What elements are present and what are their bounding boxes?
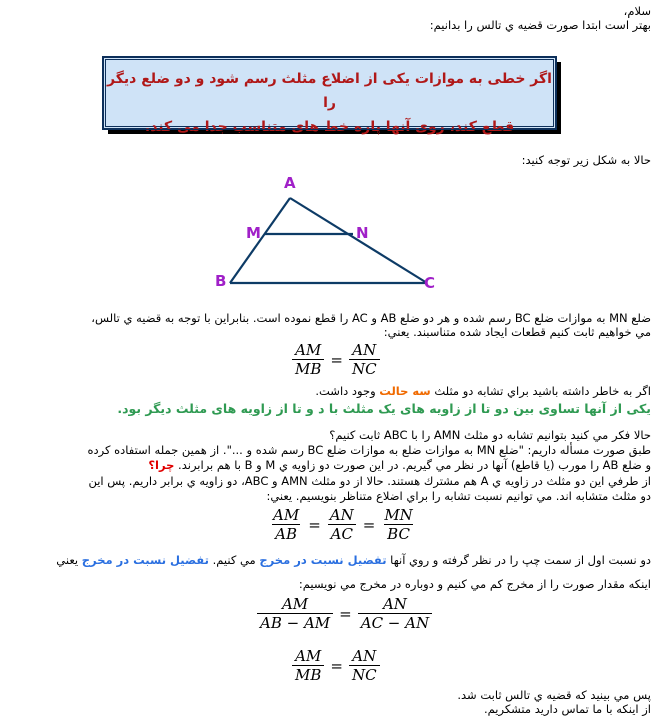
para3-line4: از طرفي اين دو مثلث در زاويه ي A هم مشترك هستند. حالا از دو مثلث AMN و ABC، دو زاويه ي برابر داريم. پس اين bbox=[88, 474, 651, 488]
vertex-label-M: M bbox=[246, 224, 261, 242]
fraction-an-nc bbox=[349, 342, 380, 378]
intro-text: بهتر است ابتدا صورت قضيه ي تالس را بدانيم: bbox=[429, 18, 651, 32]
para1-line1: ضلع MN به موازات ضلع BC رسم شده و هر دو ضلع AB و AC را قطع نموده است. بنابراين با توجه به قضيه ي تالس، bbox=[91, 311, 651, 325]
para4-part3: يعني bbox=[56, 553, 82, 567]
para3-line3 bbox=[148, 458, 651, 472]
para3-line2: طبق صورت مسأله داريم: "ضلع MN به موازات ضلع به موازات ضلع BC رسم شده و ...". از همين جمله استفاده کرده bbox=[87, 443, 651, 457]
para4-part1: دو نسبت اول از سمت چپ را در نظر گرفته و روي آنها bbox=[386, 553, 651, 567]
equals-sign: = bbox=[339, 605, 352, 623]
term-highlight-2: تفضيل نسبت در مخرج bbox=[81, 553, 209, 567]
numerator: AN bbox=[382, 595, 407, 613]
equals-sign: = bbox=[330, 351, 343, 369]
numerator: AM bbox=[295, 647, 322, 665]
fraction-am-mb bbox=[292, 648, 324, 684]
equation-3 bbox=[255, 596, 434, 632]
fraction-an-nc bbox=[349, 648, 380, 684]
para3-line3-text: و ضلع AB را مورب (يا قاطع) آنها در نظر مي گيريم. در اين صورت دو زاويه ي M و B با هم برابرند. bbox=[174, 458, 651, 472]
para4-line2: اينکه مقدار صورت را از مخرج کم مي کنيم و دوباره در مخرج مي نويسيم: bbox=[298, 577, 651, 591]
theorem-line-2: قطع کند، روی آنها پاره خط های متناسب جدا می کند. bbox=[144, 119, 515, 135]
equation-4 bbox=[290, 648, 382, 684]
fraction-am-ab-minus-am bbox=[257, 596, 333, 632]
fraction-am-mb bbox=[292, 342, 324, 378]
para3-line5: دو مثلث متشابه اند. مي توانيم نسبت تشابه را براي اضلاع متناظر بنويسيم. يعني: bbox=[266, 489, 651, 503]
numerator: AM bbox=[295, 341, 322, 359]
fraction-an-ac bbox=[327, 507, 357, 543]
vertex-label-B: B bbox=[215, 272, 227, 290]
figure-intro-text: حالا به شکل زير توجه کنيد: bbox=[521, 153, 651, 167]
fraction-am-ab bbox=[270, 507, 302, 543]
para4-line1 bbox=[56, 553, 651, 567]
greeting-text: سلام، bbox=[623, 4, 651, 18]
numerator: AN bbox=[329, 506, 354, 524]
similarity-condition-text: یکی از آنها تساوی بین دو تا از زاویه های یک مثلث با د و تا از زاویه های مثلث دیگر بود. bbox=[117, 401, 651, 416]
equals-sign: = bbox=[330, 657, 343, 675]
triangle-figure bbox=[210, 168, 450, 298]
equals-sign: = bbox=[308, 516, 321, 534]
denominator: AC − AN bbox=[358, 613, 432, 632]
numerator: AN bbox=[352, 647, 377, 665]
denominator: BC bbox=[384, 524, 413, 543]
fraction-an-ac-minus-an bbox=[358, 596, 432, 632]
numerator: AM bbox=[273, 506, 300, 524]
theorem-line-1: اگر خطی به موازات یکی از اضلاع مثلث رسم شود و دو ضلع دیگر را bbox=[107, 71, 552, 111]
denominator: AB − AM bbox=[257, 613, 333, 632]
para1-line2: مي خواهيم ثابت کنيم قطعات ايجاد شده متناسبند. يعني: bbox=[383, 325, 651, 339]
denominator: AC bbox=[328, 524, 356, 543]
fraction-mn-bc bbox=[381, 507, 415, 543]
para2-before: اگر به خاطر داشته باشيد براي تشابه دو مثلث bbox=[430, 384, 651, 398]
para3-line1: حالا فکر مي کنيد بتوانيم تشابه دو مثلث AMN را با ABC ثابت کنيم؟ bbox=[329, 428, 651, 442]
equation-1 bbox=[290, 342, 382, 378]
denominator: MB bbox=[292, 359, 324, 378]
denominator: AB bbox=[272, 524, 300, 543]
why-question: چرا؟ bbox=[148, 458, 175, 472]
vertex-label-N: N bbox=[356, 224, 369, 242]
vertex-label-A: A bbox=[284, 174, 296, 192]
equation-2 bbox=[268, 507, 418, 543]
para2-text bbox=[315, 384, 651, 398]
numerator: MN bbox=[384, 506, 413, 524]
theorem-box bbox=[103, 57, 556, 135]
three-cases-highlight: سه حالت bbox=[379, 384, 431, 398]
numerator: AN bbox=[352, 341, 377, 359]
theorem-statement bbox=[106, 60, 553, 139]
numerator: AM bbox=[281, 595, 309, 613]
closing-line2: از اينکه با ما تماس داريد متشکريم. bbox=[483, 702, 651, 716]
closing-line1: پس مي بينيد که قضيه ي تالس ثابت شد. bbox=[457, 688, 651, 702]
denominator: NC bbox=[349, 665, 380, 684]
term-highlight-1: تفضيل نسبت در مخرج bbox=[259, 553, 387, 567]
para2-after: وجود داشت. bbox=[315, 384, 380, 398]
equals-sign: = bbox=[362, 516, 376, 534]
denominator: MB bbox=[292, 665, 324, 684]
para4-part2: مي کنيم. bbox=[208, 553, 260, 567]
vertex-label-C: C bbox=[424, 274, 436, 292]
denominator: NC bbox=[349, 359, 380, 378]
